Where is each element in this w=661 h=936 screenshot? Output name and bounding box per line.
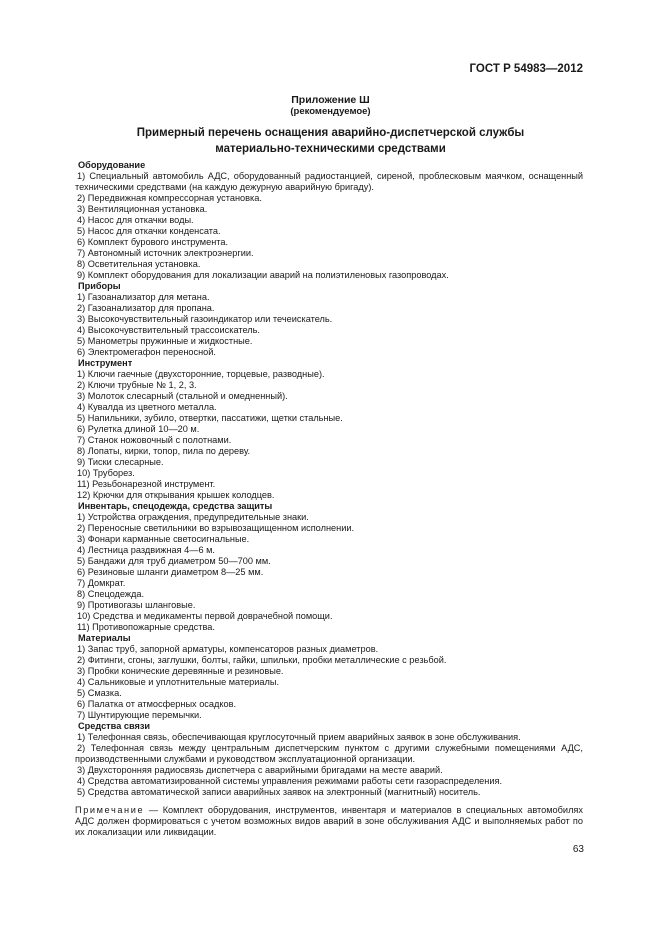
list-item: 9) Комплект оборудования для локализации аварий на полиэтиленовых газопроводах. [77,270,449,280]
note-paragraph [75,805,583,838]
list-item: 5) Смазка. [77,688,122,698]
list-item: 5) Бандажи для труб диаметром 50—700 мм. [77,556,271,566]
section-title: Оборудование [78,160,146,170]
list-item: 2) Фитинги, сгоны, заглушки, болты, гайки, шпильки, пробки металлические с резьбой. [77,655,447,665]
list-item: 3) Высокочувствительный газоиндикатор или течеискатель. [77,314,333,324]
list-item: 6) Палатка от атмосферных осадков. [77,699,237,709]
standard-designation: ГОСТ Р 54983—2012 [469,63,583,75]
list-item: 9) Тиски слесарные. [77,457,164,467]
equipment-list [75,160,583,838]
section-communications [75,721,583,798]
list-item: 11) Резьбонарезной инструмент. [77,479,216,489]
list-item: 1) Ключи гаечные (двухсторонние, торцевые, разводные). [77,369,325,379]
list-item: 4) Насос для откачки воды. [77,215,194,225]
list-item: 10) Труборез. [77,468,135,478]
section-equipment [75,160,583,281]
list-item: 7) Станок ножовочный с полотнами. [77,435,232,445]
list-item: 3) Вентиляционная установка. [77,204,208,214]
section-title: Средства связи [78,721,151,731]
appendix-status: (рекомендуемое) [290,106,371,117]
list-item: 4) Сальниковые и уплотнительные материалы. [77,677,280,687]
list-item: 7) Шунтирующие перемычки. [77,710,202,720]
appendix-heading-line1: Примерный перечень оснащения аварийно-диспетчерской службы [136,127,525,139]
list-item: 6) Электромегафон переносной. [77,347,216,357]
list-item: 8) Осветительная установка. [77,259,201,269]
list-item: 3) Молоток слесарный (стальной и омедненный). [77,391,288,401]
list-item: 2) Переносные светильники во взрывозащищенном исполнении. [77,523,355,533]
list-item: 1) Телефонная связь, обеспечивающая круглосуточный прием аварийных заявок в зоне обслуживания. [77,732,521,742]
list-item: 5) Напильники, зубило, отвертки, пассатижи, щетки стальные. [77,413,343,423]
appendix-title: Приложение Ш [291,94,370,106]
list-item: 1) Специальный автомобиль АДС, оборудованный радиостанцией, сиреной, проблесковым маячком, оснащенный техническими средствами (на каждую дежурную аварийную бригаду). [75,171,583,192]
section-title: Приборы [78,281,121,291]
section-title: Материалы [78,633,131,643]
list-item: 3) Двухсторонняя радиосвязь диспетчера с аварийными бригадами на месте аварий. [77,765,443,775]
list-item: 2) Передвижная компрессорная установка. [77,193,262,203]
section-tools [75,358,583,501]
list-item: 8) Спецодежда. [77,589,145,599]
note-text: — Комплект оборудования, инструментов, инвентаря и материалов в специальных автомобилях АДС должен формироваться с учетом возможных видов аварий в зоне обслуживания АДС и выполняемых работ по их локализации или ликвидации. [75,805,583,837]
list-item: 4) Высокочувствительный трассоискатель. [77,325,260,335]
list-item: 8) Лопаты, кирки, топор, пила по дереву. [77,446,251,456]
list-item: 6) Рулетка длиной 10—20 м. [77,424,200,434]
list-item: 2) Телефонная связь между центральным диспетчерским пунктом с другими служебными помещениями АДС, производственными службами и руководством эксплуатационной организации. [75,743,583,764]
section-materials [75,633,583,721]
list-item: 2) Газоанализатор для пропана. [77,303,215,313]
list-item: 5) Средства автоматической записи аварийных заявок на электронный (магнитный) носитель. [77,787,481,797]
section-inventory [75,501,583,633]
list-item: 4) Кувалда из цветного металла. [77,402,217,412]
list-item: 7) Автономный источник электроэнергии. [77,248,254,258]
list-item: 6) Резиновые шланги диаметром 8—25 мм. [77,567,264,577]
list-item: 7) Домкрат. [77,578,126,588]
list-item: 5) Насос для откачки конденсата. [77,226,221,236]
list-item: 11) Противопожарные средства. [77,622,215,632]
note-label: Примечание [75,805,145,815]
list-item: 2) Ключи трубные № 1, 2, 3. [77,380,197,390]
list-item: 10) Средства и медикаменты первой доврачебной помощи. [77,611,333,621]
section-title: Инструмент [78,358,133,368]
list-item: 12) Крючки для открывания крышек колодцев. [77,490,275,500]
list-item: 4) Средства автоматизированной системы управления режимами работы сети газораспределения. [77,776,503,786]
appendix-heading-line2: материально-техническими средствами [215,143,446,155]
list-item: 1) Устройства ограждения, предупредительные знаки. [77,512,309,522]
list-item: 3) Фонари карманные светосигнальные. [77,534,250,544]
list-item: 1) Газоанализатор для метана. [77,292,210,302]
section-title: Инвентарь, спецодежда, средства защиты [78,501,273,511]
list-item: 6) Комплект бурового инструмента. [77,237,229,247]
list-item: 4) Лестница раздвижная 4—6 м. [77,545,215,555]
list-item: 9) Противогазы шланговые. [77,600,196,610]
list-item: 5) Манометры пружинные и жидкостные. [77,336,253,346]
section-instruments [75,281,583,358]
list-item: 3) Пробки конические деревянные и резиновые. [77,666,284,676]
page-number: 63 [572,844,584,855]
list-item: 1) Запас труб, запорной арматуры, компенсаторов разных диаметров. [77,644,379,654]
